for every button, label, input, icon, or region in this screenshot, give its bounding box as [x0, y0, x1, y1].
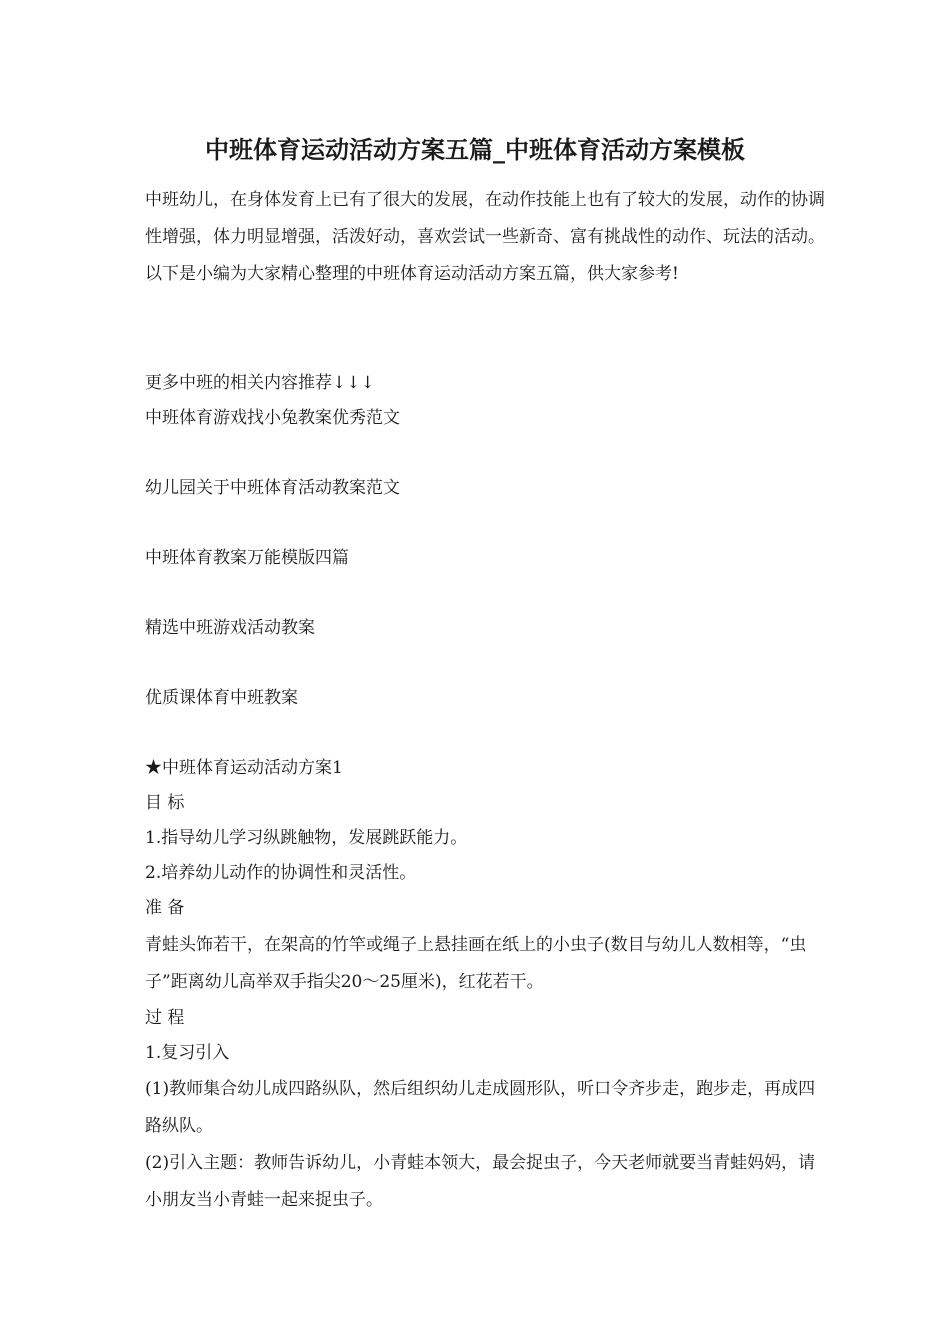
recommended-link[interactable]: 优质课体育中班教案	[145, 688, 298, 708]
goal-heading: 目 标	[145, 793, 185, 813]
process-heading: 过 程	[145, 1008, 185, 1028]
process-item: (2)引入主题：教师告诉幼儿，小青蛙本领大，最会捉虫子，今天老师就要当青蛙妈妈，请小朋友当小青蛙一起来捉虫子。	[145, 1153, 816, 1210]
recommended-link[interactable]: 幼儿园关于中班体育活动教案范文	[145, 478, 400, 498]
document-title: 中班体育运动活动方案五篇_中班体育活动方案模板	[205, 135, 745, 164]
process-item: (1)教师集合幼儿成四路纵队，然后组织幼儿走成圆形队，听口令齐步走，跑步走，再成四路纵队。	[145, 1079, 816, 1136]
intro-paragraph: 中班幼儿，在身体发育上已有了很大的发展，在动作技能上也有了较大的发展，动作的协调性增强，体力明显增强，活泼好动，喜欢尝试一些新奇、富有挑战性的动作、玩法的活动。以下是小编为大家精心整理的中班体育运动活动方案五篇，供大家参考!	[145, 190, 825, 284]
section-title: ★中班体育运动活动方案1	[145, 758, 343, 778]
recommended-link[interactable]: 中班体育游戏找小兔教案优秀范文	[145, 408, 400, 428]
prep-paragraph: 青蛙头饰若干，在架高的竹竿或绳子上悬挂画在纸上的小虫子(数目与幼儿人数相等，“虫子”距离幼儿高举双手指尖20～25厘米)，红花若干。	[145, 935, 807, 992]
recommended-link[interactable]: 中班体育教案万能模版四篇	[145, 548, 349, 568]
prep-heading: 准 备	[145, 898, 185, 918]
goal-item: 2.培养幼儿动作的协调性和灵活性。	[145, 863, 417, 883]
recommended-link[interactable]: 精选中班游戏活动教案	[145, 618, 315, 638]
more-recommendations-heading: 更多中班的相关内容推荐↓↓↓	[145, 373, 375, 393]
process-step: 1.复习引入	[145, 1043, 230, 1063]
goal-item: 1.指导幼儿学习纵跳触物，发展跳跃能力。	[145, 828, 468, 848]
